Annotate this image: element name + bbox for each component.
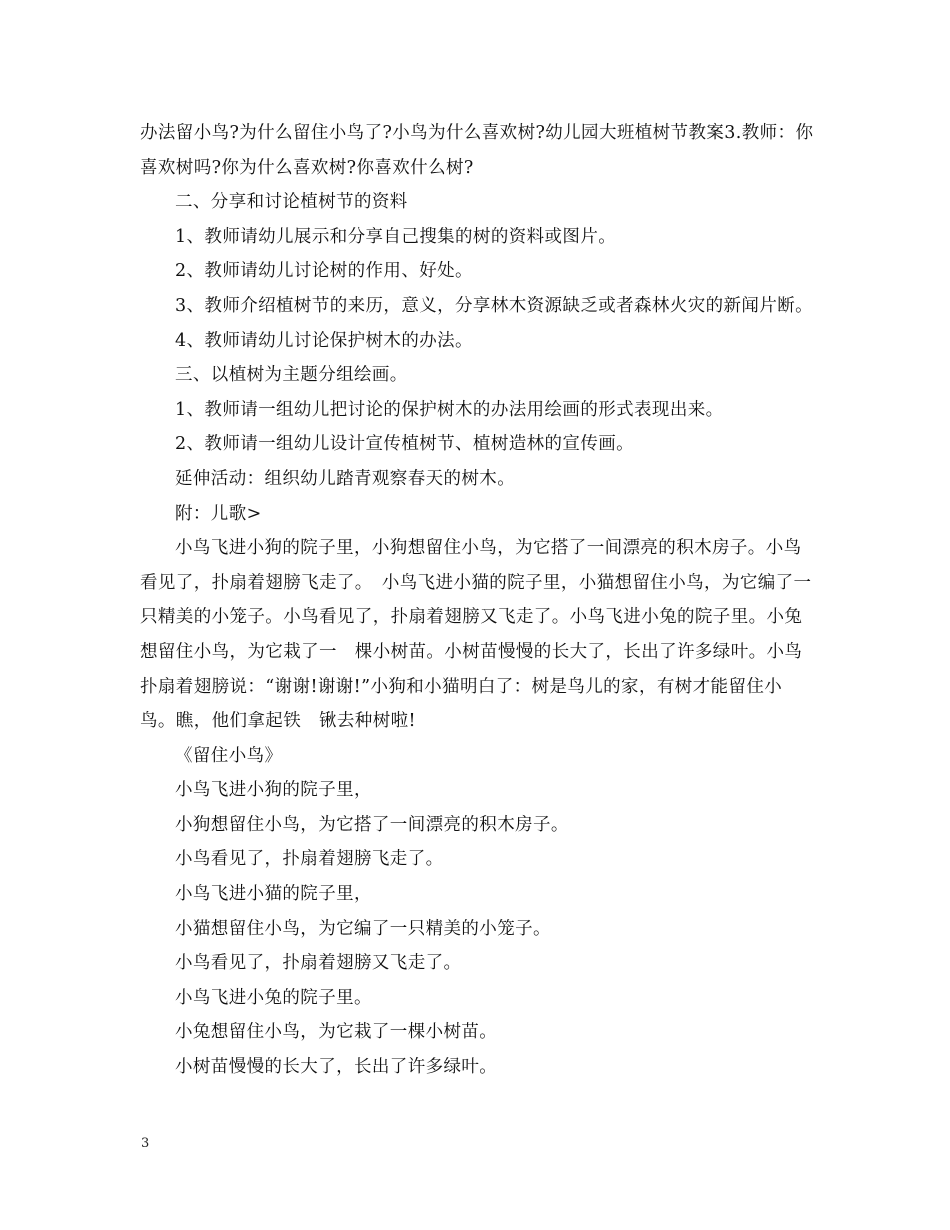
poem-title: 《留住小鸟》 bbox=[175, 745, 283, 766]
page-number: 3 bbox=[141, 1136, 150, 1151]
paragraph-continuation: 办法留小鸟?为什么留住小鸟了?小鸟为什么喜欢树?幼儿园大班植树节教案3.教师：你喜欢树吗?你为什么喜欢树?你喜欢什么树? bbox=[140, 123, 814, 178]
poem-line: 小鸟飞进小猫的院子里， bbox=[175, 884, 372, 905]
story-paragraph: 小鸟飞进小狗的院子里，小狗想留住小鸟，为它搭了一间漂亮的积木房子。小鸟看见了，扑扇着翅膀飞走了。 小鸟飞进小猫的院子里，小猫想留住小鸟，为它编了一只精美的小笼子。小鸟看见了，扑扇着翅膀又飞走了。小鸟飞进小兔的院子里。小兔想留住小鸟，为它栽了一 棵小树苗。小树苗慢慢的长大了，长出了许多绿叶。小鸟扑扇着翅膀说：“谢谢!谢谢!”小狗和小猫明白了：树是鸟儿的家，有树才能留住小鸟。瞧，他们拿起铁 锹去种树啦! bbox=[140, 538, 812, 732]
poem-line: 小鸟看见了，扑扇着翅膀又飞走了。 bbox=[175, 953, 462, 974]
document-body bbox=[140, 116, 816, 1085]
section-heading-3: 三、以植树为主题分组绘画。 bbox=[175, 365, 408, 386]
list-item: 2、教师请幼儿讨论树的作用、好处。 bbox=[175, 261, 473, 282]
poem-line: 小猫想留住小鸟，为它编了一只精美的小笼子。 bbox=[175, 918, 551, 939]
poem-line: 小鸟看见了，扑扇着翅膀飞走了。 bbox=[175, 849, 444, 870]
extension-activity: 延伸活动：组织幼儿踏青观察春天的树木。 bbox=[175, 468, 516, 489]
appendix-label: 附：儿歌> bbox=[175, 503, 262, 524]
poem-line: 小鸟飞进小兔的院子里。 bbox=[175, 987, 372, 1008]
poem-line: 小树苗慢慢的长大了，长出了许多绿叶。 bbox=[175, 1057, 498, 1078]
list-item: 1、教师请一组幼儿把讨论的保护树木的办法用绘画的形式表现出来。 bbox=[175, 399, 724, 420]
list-item: 1、教师请幼儿展示和分享自己搜集的树的资料或图片。 bbox=[175, 226, 617, 247]
list-item: 3、教师介绍植树节的来历，意义，分享林木资源缺乏或者森林火灾的新闻片断。 bbox=[175, 295, 814, 316]
list-item: 2、教师请一组幼儿设计宣传植树节、植树造林的宣传画。 bbox=[175, 434, 635, 455]
list-item: 4、教师请幼儿讨论保护树木的办法。 bbox=[175, 330, 473, 351]
poem-line: 小兔想留住小鸟，为它栽了一棵小树苗。 bbox=[175, 1022, 498, 1043]
poem-line: 小鸟飞进小狗的院子里， bbox=[175, 780, 372, 801]
poem-line: 小狗想留住小鸟，为它搭了一间漂亮的积木房子。 bbox=[175, 814, 569, 835]
section-heading-2: 二、分享和讨论植树节的资料 bbox=[175, 192, 408, 213]
